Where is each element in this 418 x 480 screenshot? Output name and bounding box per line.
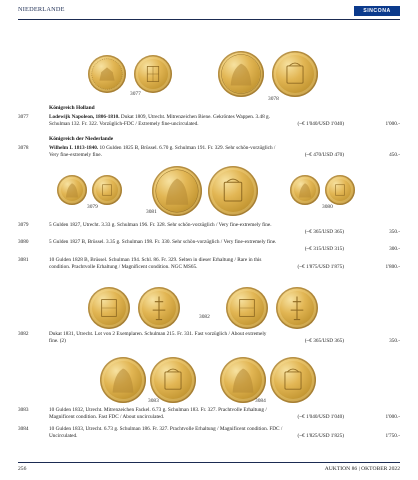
section-title: NIEDERLANDE [18,6,65,13]
lot-label-3084: 3084 [255,398,266,404]
coin-3081-reverse [208,166,258,216]
coin-3084-reverse [270,357,316,403]
estimate: (~€ 315/USD 315) [304,246,344,253]
desc-line1: 10 Gulden 1832, Utrecht. Mitrenzeichen Fackel. 6.73 g. Schulman 183. Fr. 327. Prachtvolle Erhaltung / [49,407,267,413]
group-heading-netherlands: Königreich der Niederlande [49,136,114,142]
coin-3078-reverse [272,51,318,97]
desc-line1: 5 Gulden 1827, Utrecht. 3.33 g. Schulman 196. Fr. 328. Sehr schön-vorzüglich / Very fine-extremely fine. [49,222,272,228]
estimate: (~€ 365/USD 365) [304,338,344,345]
coin-3084-obverse [220,357,266,403]
coin-3082b-reverse [276,287,318,329]
coin-3082a-obverse [88,287,130,329]
lot-label-3078: 3078 [268,96,279,102]
estimate: (~€ 1'825/USD 1'825) [297,433,344,440]
estimate: (~€ 1'040/USD 1'040) [297,121,344,128]
lot-label-3077: 3077 [130,91,141,97]
lot-number: 3083 [18,407,29,413]
lot-label-3080: 3080 [322,204,333,210]
lot-label-3081: 3081 [146,209,157,215]
desc-line2: Magnificent condition. Fast FDC / About uncirculated. [49,414,165,421]
coin-3080-reverse [325,175,355,205]
coin-3081-obverse [152,166,202,216]
lot-number: 3081 [18,257,29,263]
coin-3079-obverse [57,175,87,205]
estimate: (~€ 1'875/USD 1'875) [297,264,344,271]
desc-line1: Dukat 1809, Utrecht. Mitrenzeichen Biene. Gekröntes Wappen. 3.48 g. [119,114,270,120]
desc-line2: fine. (2) [49,338,66,345]
starting-price: 1'800.- [385,264,400,271]
desc-line2: condition. Prachtvolle Erhaltung / Magnificent condition. NGC MS65. [49,264,198,271]
coin-3079-reverse [92,175,122,205]
desc-line1: 10 Gulden 1833, Utrecht. 6.73 g. Schulman 186. Fr. 327. Prachtvolle Erhaltung / Magnificent condition. FDC / [49,426,283,432]
starting-price: 1'000.- [385,121,400,128]
coin-3083-reverse [150,357,196,403]
starting-price: 350.- [389,229,400,236]
desc-line2: Schulman 132. Fr. 322. Vorzüglich-FDC / Extremely fine-uncirculated. [49,121,199,128]
desc-line2: Very fine-extremely fine. [49,152,102,159]
starting-price: 1'750.- [385,433,400,440]
coin-3080-obverse [290,175,320,205]
lot-number: 3080 [18,239,29,245]
lot-label-3082: 3082 [199,314,210,320]
lot-number: 3082 [18,331,29,337]
desc-line2: Uncirculated. [49,433,78,440]
lot-label-3083: 3083 [148,398,159,404]
desc-line1: Dukat 1831, Utrecht. Lot von 2 Exemplaren. Schulman 215. Fr. 331. Fast vorzüglich / About extremely [49,331,267,337]
page-number: 256 [18,466,27,472]
starting-price: 1'000.- [385,414,400,421]
page-footer [18,462,400,475]
lot-number: 3079 [18,222,29,228]
coin-3082a-reverse [138,287,180,329]
ruler-name: Wilhelm I. 1813-1840. [49,145,99,151]
desc-line1: 5 Gulden 1827 B, Brüssel. 3.35 g. Schulman 198. Fr. 330. Sehr schön-vorzüglich / Very fine-extremely fine. [49,239,277,245]
lot-number: 3078 [18,145,29,151]
group-heading-holland: Königreich Holland [49,105,95,111]
estimate: (~€ 1'040/USD 1'040) [297,414,344,421]
coin-3077-reverse [134,55,172,93]
brand-logo: SINCONA [354,6,400,16]
estimate: (~€ 365/USD 365) [304,229,344,236]
lot-label-3079: 3079 [87,204,98,210]
estimate: (~€ 470/USD 470) [304,152,344,159]
lot-number: 3077 [18,114,29,120]
coin-3077-obverse [88,55,126,93]
coin-3083-obverse [100,357,146,403]
desc-line1: 10 Gulden 1825 B, Brüssel. 6.70 g. Schulman 191. Fr. 329. Sehr schön-vorzüglich / [98,145,276,151]
starting-price: 300.- [389,246,400,253]
lot-number: 3084 [18,426,29,432]
starting-price: 450.- [389,152,400,159]
desc-line1: 10 Gulden 1828 B, Brüssel. Schulman 194. Schl. 86. Fr. 329. Selten in dieser Erhaltung / Rare in this [49,257,262,263]
starting-price: 350.- [389,338,400,345]
coin-3082b-obverse [226,287,268,329]
auction-label: AUKTION 86 | OKTOBER 2022 [324,466,400,472]
ruler-name: Lodewijk Napoleon, 1806-1810. [49,114,120,120]
page-header [18,5,400,20]
coin-3078-obverse [218,51,264,97]
